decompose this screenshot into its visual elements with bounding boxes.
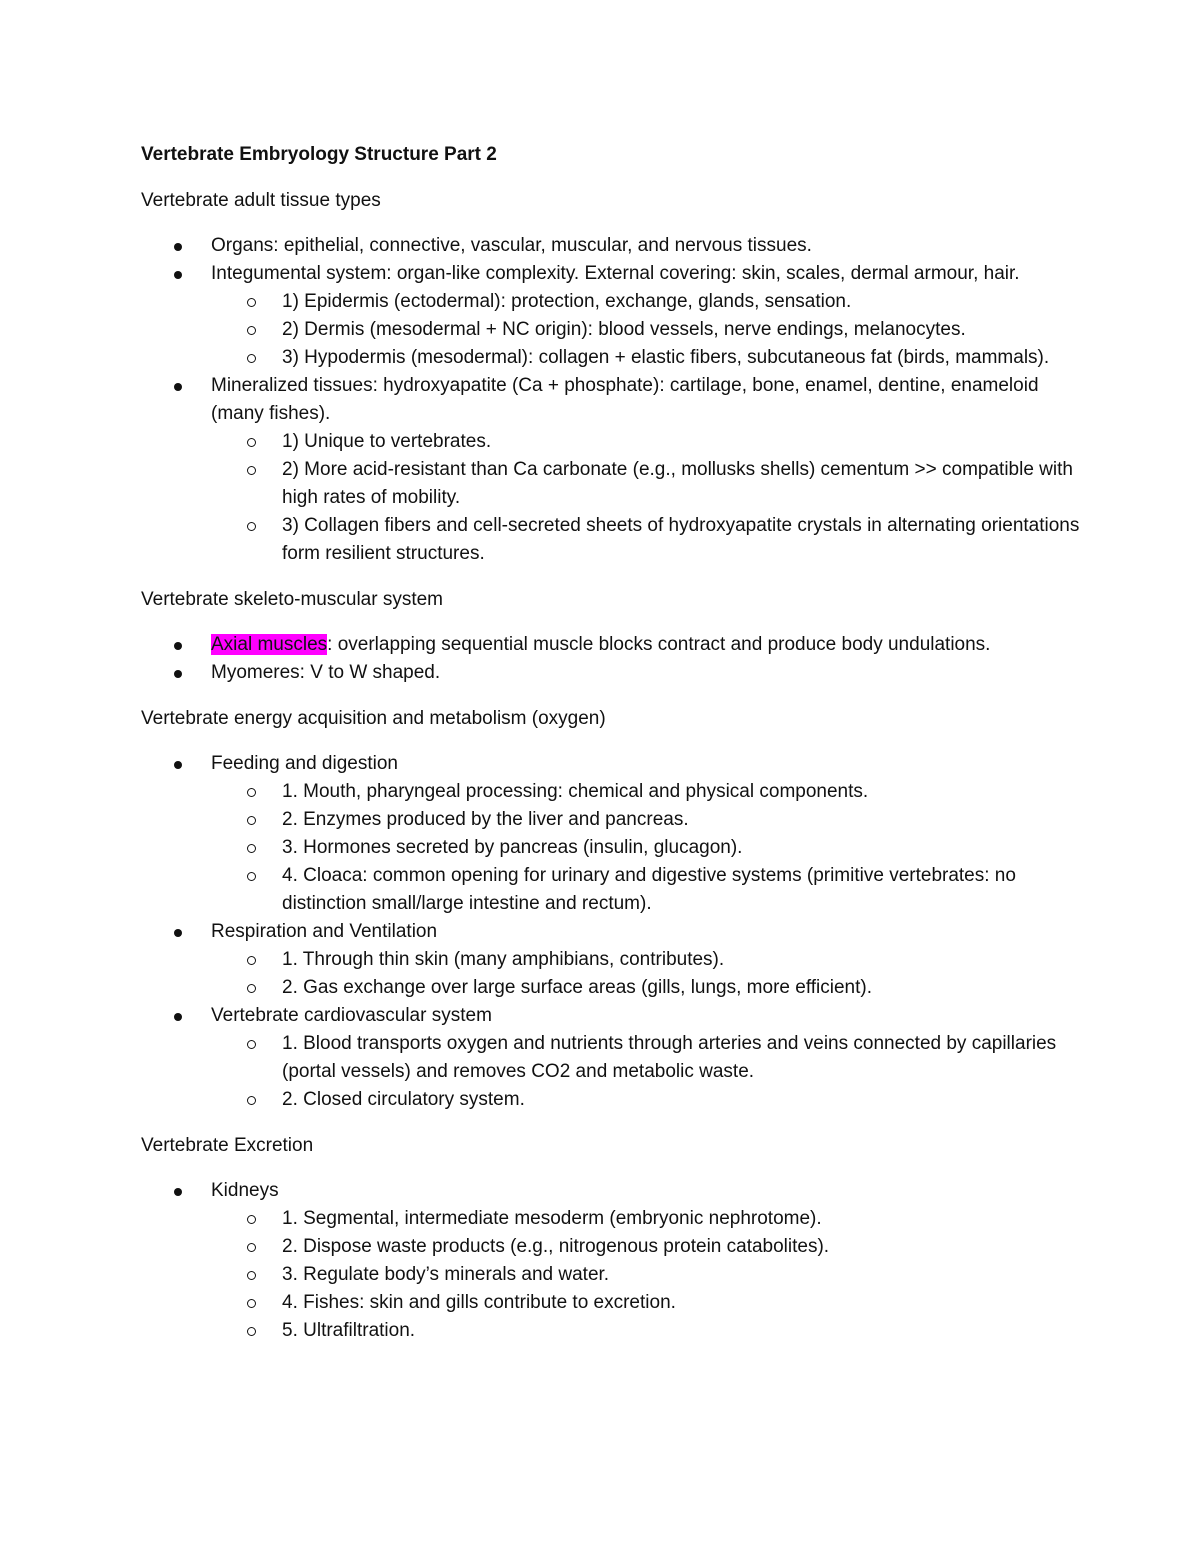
circle-bullet-icon bbox=[247, 1327, 256, 1336]
sublist-item: 4. Cloaca: common opening for urinary and digestive systems (primitive vertebrates: no distinction small/large intestine and rectum). bbox=[210, 862, 1091, 918]
document-title: Vertebrate Embryology Structure Part 2 bbox=[141, 144, 497, 165]
sublist-item: 2. Gas exchange over large surface areas (gills, lungs, more efficient). bbox=[210, 974, 1091, 1002]
sublist-item: 1. Through thin skin (many amphibians, contributes). bbox=[210, 946, 1091, 974]
bullet-icon bbox=[174, 642, 182, 650]
sublist-item: 1. Mouth, pharyngeal processing: chemical and physical components. bbox=[210, 778, 1091, 806]
list-item: Organs: epithelial, connective, vascular, muscular, and nervous tissues. bbox=[141, 232, 1091, 260]
list-item: Axial muscles: overlapping sequential muscle blocks contract and produce body undulations. bbox=[141, 631, 1091, 659]
circle-bullet-icon bbox=[247, 956, 256, 965]
circle-bullet-icon bbox=[247, 984, 256, 993]
bullet-icon bbox=[174, 243, 182, 251]
circle-bullet-icon bbox=[247, 816, 256, 825]
bullet-icon bbox=[174, 670, 182, 678]
bullet-icon bbox=[174, 929, 182, 937]
sublist-item: 1) Epidermis (ectodermal): protection, exchange, glands, sensation. bbox=[210, 288, 1091, 316]
bullet-icon bbox=[174, 271, 182, 279]
circle-bullet-icon bbox=[247, 1243, 256, 1252]
excretion-list bbox=[141, 1177, 1091, 1345]
sublist bbox=[211, 288, 1091, 372]
circle-bullet-icon bbox=[247, 326, 256, 335]
sublist bbox=[211, 946, 1091, 1002]
sublist-item: 4. Fishes: skin and gills contribute to excretion. bbox=[210, 1289, 1091, 1317]
energy-metabolism-list bbox=[141, 750, 1091, 1114]
circle-bullet-icon bbox=[247, 466, 256, 475]
bullet-icon bbox=[174, 383, 182, 391]
section-heading-tissue-types: Vertebrate adult tissue types bbox=[141, 190, 381, 211]
circle-bullet-icon bbox=[247, 1215, 256, 1224]
sublist-item: 1. Segmental, intermediate mesoderm (embryonic nephrotome). bbox=[210, 1205, 1091, 1233]
sublist-item: 3) Hypodermis (mesodermal): collagen + elastic fibers, subcutaneous fat (birds, mammals). bbox=[210, 344, 1091, 372]
list-item: Kidneys 1. Segmental, intermediate mesoderm (embryonic nephrotome). 2. Dispose waste products (e.g., nitrogenous protein catabolites). 3. Regulate body’s minerals and water. 4. Fishes: skin and gills contribute to excretion. 5. Ultrafiltration. bbox=[141, 1177, 1091, 1345]
circle-bullet-icon bbox=[247, 872, 256, 881]
circle-bullet-icon bbox=[247, 1271, 256, 1280]
sublist bbox=[211, 1205, 1091, 1345]
list-item: Vertebrate cardiovascular system 1. Blood transports oxygen and nutrients through arteries and veins connected by capillaries (portal vessels) and removes CO2 and metabolic waste. 2. Closed circulatory system. bbox=[141, 1002, 1091, 1114]
sublist-item: 3. Regulate body’s minerals and water. bbox=[210, 1261, 1091, 1289]
circle-bullet-icon bbox=[247, 522, 256, 531]
list-item: Integumental system: organ-like complexity. External covering: skin, scales, dermal armour, hair. 1) Epidermis (ectodermal): protection, exchange, glands, sensation. 2) Dermis (mesodermal + NC origin): blood vessels, nerve endings, melanocytes. 3) Hypodermis (mesodermal): collagen + elastic fibers, subcutaneous fat (birds, mammals). bbox=[141, 260, 1091, 372]
sublist-item: 3. Hormones secreted by pancreas (insulin, glucagon). bbox=[210, 834, 1091, 862]
bullet-icon bbox=[174, 1188, 182, 1196]
list-item: Feeding and digestion 1. Mouth, pharyngeal processing: chemical and physical components. 2. Enzymes produced by the liver and pancreas. 3. Hormones secreted by pancreas (insulin, glucagon). 4. Cloaca: common opening for urinary and digestive systems (primitive vertebrates: no distinction small/large intestine and rectum). bbox=[141, 750, 1091, 918]
section-heading-skeleto-muscular: Vertebrate skeleto-muscular system bbox=[141, 589, 444, 610]
circle-bullet-icon bbox=[247, 1040, 256, 1049]
list-item: Respiration and Ventilation 1. Through thin skin (many amphibians, contributes). 2. Gas exchange over large surface areas (gills, lungs, more efficient). bbox=[141, 918, 1091, 1002]
list-item: Myomeres: V to W shaped. bbox=[141, 659, 1091, 687]
skeleto-muscular-list bbox=[141, 631, 1091, 687]
sublist-item: 1. Blood transports oxygen and nutrients through arteries and veins connected by capillaries (portal vessels) and removes CO2 and metabolic waste. bbox=[210, 1030, 1091, 1086]
highlighted-term: Axial muscles bbox=[211, 634, 328, 655]
circle-bullet-icon bbox=[247, 844, 256, 853]
circle-bullet-icon bbox=[247, 1299, 256, 1308]
sublist-item: 5. Ultrafiltration. bbox=[210, 1317, 1091, 1345]
sublist-item: 2) Dermis (mesodermal + NC origin): blood vessels, nerve endings, melanocytes. bbox=[210, 316, 1091, 344]
sublist-item: 2. Dispose waste products (e.g., nitrogenous protein catabolites). bbox=[210, 1233, 1091, 1261]
circle-bullet-icon bbox=[247, 438, 256, 447]
list-item: Mineralized tissues: hydroxyapatite (Ca + phosphate): cartilage, bone, enamel, dentine, enameloid (many fishes). 1) Unique to vertebrates. 2) More acid-resistant than Ca carbonate (e.g., mollusks shells) cementum >> compatible with high rates of mobility. 3) Collagen fibers and cell-secreted sheets of hydroxyapatite crystals in alternating orientations form resilient structures. bbox=[141, 372, 1091, 568]
document-body bbox=[141, 140, 1091, 1362]
tissue-types-list bbox=[141, 232, 1091, 568]
sublist-item: 2. Enzymes produced by the liver and pancreas. bbox=[210, 806, 1091, 834]
sublist-item: 2. Closed circulatory system. bbox=[210, 1086, 1091, 1114]
bullet-icon bbox=[174, 1013, 182, 1021]
sublist bbox=[211, 428, 1091, 568]
sublist-item: 3) Collagen fibers and cell-secreted sheets of hydroxyapatite crystals in alternating orientations form resilient structures. bbox=[210, 512, 1091, 568]
bullet-icon bbox=[174, 761, 182, 769]
sublist bbox=[211, 778, 1091, 918]
circle-bullet-icon bbox=[247, 788, 256, 797]
sublist-item: 2) More acid-resistant than Ca carbonate (e.g., mollusks shells) cementum >> compatible with high rates of mobility. bbox=[210, 456, 1091, 512]
section-heading-energy-metabolism: Vertebrate energy acquisition and metabolism (oxygen) bbox=[141, 708, 606, 729]
sublist-item: 1) Unique to vertebrates. bbox=[210, 428, 1091, 456]
circle-bullet-icon bbox=[247, 1096, 256, 1105]
circle-bullet-icon bbox=[247, 354, 256, 363]
circle-bullet-icon bbox=[247, 298, 256, 307]
section-heading-excretion: Vertebrate Excretion bbox=[141, 1135, 314, 1156]
sublist bbox=[211, 1030, 1091, 1114]
